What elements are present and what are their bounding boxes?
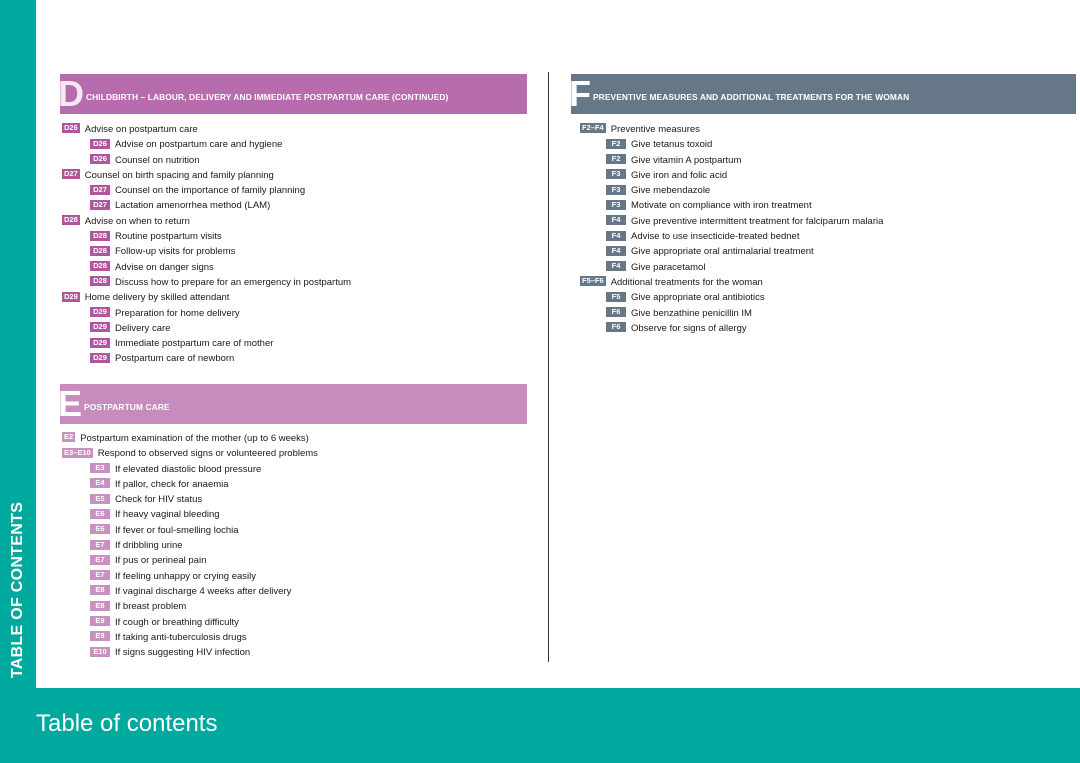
section-e-header: [60, 384, 527, 424]
section-e-list: [62, 431, 532, 660]
entry-text: If heavy vaginal bleeding: [115, 509, 220, 521]
toc-entry[interactable]: [580, 122, 1070, 137]
entry-text: If signs suggesting HIV infection: [115, 647, 251, 659]
toc-entry[interactable]: [580, 306, 1070, 321]
toc-entry[interactable]: [62, 446, 532, 461]
entry-text: Give mebendazole: [631, 185, 711, 197]
toc-entry[interactable]: [62, 306, 532, 321]
toc-entry[interactable]: [62, 198, 532, 213]
toc-entry[interactable]: [62, 214, 532, 229]
toc-entry[interactable]: [62, 630, 532, 645]
side-label: TABLE OF CONTENTS: [9, 501, 26, 679]
toc-entry[interactable]: [62, 615, 532, 630]
page-code: F3: [606, 169, 626, 179]
toc-entry[interactable]: [62, 351, 532, 366]
section-d-list: [62, 122, 532, 367]
page-code: F5–F6: [582, 276, 604, 286]
page-code: D28: [90, 231, 110, 241]
page-code: D26: [90, 139, 110, 149]
toc-entry[interactable]: [62, 462, 532, 477]
entry-text: Advise to use insecticide-treated bednet: [631, 231, 800, 243]
page-code: E8: [90, 601, 110, 611]
toc-entry[interactable]: [62, 336, 532, 351]
page-code: F4: [606, 246, 626, 256]
entry-text: Observe for signs of allergy: [631, 322, 747, 334]
page-code: D27: [90, 185, 110, 195]
page-code: E3–E10: [64, 447, 91, 457]
entry-text: Give paracetamol: [631, 261, 706, 273]
entry-text: Follow-up visits for problems: [115, 246, 236, 258]
toc-entry[interactable]: [62, 244, 532, 259]
page-code: E7: [90, 555, 110, 565]
entry-text: Give preventive intermittent treatment for falciparum malaria: [631, 215, 884, 227]
page-code: F3: [606, 200, 626, 210]
toc-entry[interactable]: [62, 168, 532, 183]
page-code: E7: [90, 570, 110, 580]
entry-text: Postpartum care of newborn: [115, 353, 235, 365]
entry-text: If elevated diastolic blood pressure: [115, 463, 262, 475]
entry-text: Preventive measures: [610, 124, 700, 135]
page-code: D28: [64, 215, 78, 225]
entry-text: Advise on postpartum care and hygiene: [115, 139, 283, 151]
page-code: E9: [90, 616, 110, 626]
section-d-title-suffix: (CONTINUED): [391, 92, 449, 102]
toc-entry[interactable]: [62, 538, 532, 553]
page-code: F3: [606, 185, 626, 195]
toc-entry[interactable]: [62, 321, 532, 336]
entry-text: Respond to observed signs or volunteered problems: [97, 448, 318, 460]
entry-text: Preparation for home delivery: [115, 307, 240, 319]
section-f-header: [571, 74, 1076, 114]
page-code: D29: [90, 307, 110, 317]
page-code: D29: [64, 291, 78, 301]
entry-text: Delivery care: [115, 322, 171, 334]
section-f-list: [580, 122, 1070, 336]
toc-entry[interactable]: [580, 168, 1070, 183]
entry-text: If breast problem: [115, 601, 187, 613]
entry-text: If cough or breathing difficulty: [115, 616, 239, 628]
page-code: F4: [606, 215, 626, 225]
page-code: E4: [90, 478, 110, 488]
section-e-title: POSTPARTUM CARE: [84, 402, 170, 412]
section-d-title: [86, 92, 448, 102]
toc-entry[interactable]: [62, 137, 532, 152]
entry-text: If dribbling urine: [115, 540, 183, 552]
page-code: D27: [90, 200, 110, 210]
toc-entry[interactable]: [580, 260, 1070, 275]
toc-entry[interactable]: [62, 507, 532, 522]
entry-text: If pus or perineal pain: [115, 555, 207, 567]
toc-entry[interactable]: [580, 183, 1070, 198]
entry-text: Counsel on birth spacing and family planning: [84, 169, 274, 181]
toc-entry[interactable]: [62, 290, 532, 305]
toc-entry[interactable]: [62, 477, 532, 492]
entry-text: If fever or foul-smelling lochia: [115, 524, 239, 536]
footer-bar: [0, 688, 1080, 763]
page-code: D28: [90, 246, 110, 256]
footer-title: Table of contents: [36, 710, 218, 737]
toc-entry[interactable]: [580, 153, 1070, 168]
entry-text: Give appropriate oral antibiotics: [631, 292, 765, 304]
toc-entry[interactable]: [62, 183, 532, 198]
entry-text: Discuss how to prepare for an emergency in postpartum: [115, 276, 352, 288]
toc-entry[interactable]: [62, 569, 532, 584]
entry-text: Immediate postpartum care of mother: [115, 338, 274, 350]
toc-entry[interactable]: [62, 492, 532, 507]
page-code: D28: [90, 276, 110, 286]
toc-entry[interactable]: [62, 584, 532, 599]
toc-entry[interactable]: [62, 645, 532, 660]
toc-entry[interactable]: [580, 229, 1070, 244]
entry-text: Give appropriate oral antimalarial treatment: [631, 246, 814, 258]
toc-entry[interactable]: [580, 198, 1070, 213]
entry-text: Counsel on the importance of family planning: [115, 185, 306, 197]
toc-entry[interactable]: [62, 523, 532, 538]
entry-text: Counsel on nutrition: [115, 154, 200, 166]
toc-entry[interactable]: [580, 137, 1070, 152]
page-code: F2: [606, 139, 626, 149]
page-code: D29: [90, 338, 110, 348]
entry-text: Lactation amenorrhea method (LAM): [115, 200, 271, 212]
entry-text: Check for HIV status: [115, 494, 203, 506]
section-d-letter: D: [58, 73, 84, 114]
section-f-letter: F: [569, 73, 591, 114]
page-code: F4: [606, 261, 626, 271]
entry-text: Postpartum examination of the mother (up to 6 weeks): [80, 433, 309, 444]
toc-entry[interactable]: [62, 553, 532, 568]
page-code: F4: [606, 231, 626, 241]
page-code: E7: [90, 540, 110, 550]
entry-text: Additional treatments for the woman: [610, 276, 763, 288]
toc-entry[interactable]: [62, 599, 532, 614]
section-d-header: [60, 74, 527, 114]
toc-entry[interactable]: [580, 214, 1070, 229]
page-code: E5: [90, 494, 110, 504]
page-code: D27: [64, 169, 78, 179]
toc-entry[interactable]: [580, 275, 1070, 290]
page-code: F5: [606, 292, 626, 302]
entry-text: Motivate on compliance with iron treatment: [631, 200, 812, 212]
toc-entry[interactable]: [62, 122, 532, 137]
section-e-letter: E: [58, 383, 83, 424]
entry-text: Home delivery by skilled attendant: [84, 292, 230, 304]
page-code: D28: [90, 261, 110, 271]
section-f-title: PREVENTIVE MEASURES AND ADDITIONAL TREATMENTS FOR THE WOMAN: [593, 92, 910, 102]
page-code: E2: [64, 432, 74, 442]
entry-text: If pallor, check for anaemia: [115, 478, 229, 490]
toc-entry[interactable]: [62, 275, 532, 290]
entry-text: Advise on when to return: [84, 215, 190, 227]
page-code: E8: [90, 585, 110, 595]
page-code: D26: [64, 123, 78, 133]
toc-entry[interactable]: [62, 229, 532, 244]
entry-text: Advise on postpartum care: [84, 124, 198, 135]
page-code: E6: [90, 524, 110, 534]
toc-entry[interactable]: [62, 153, 532, 168]
page-code: F6: [606, 322, 626, 332]
page-code: F2–F4: [582, 123, 604, 133]
page-code: F2: [606, 154, 626, 164]
page-code: F6: [606, 307, 626, 317]
page-code: D29: [90, 353, 110, 363]
page-code: E9: [90, 631, 110, 641]
entry-text: Give tetanus toxoid: [631, 139, 713, 151]
entry-text: Routine postpartum visits: [115, 231, 222, 243]
toc-entry[interactable]: [580, 321, 1070, 336]
entry-text: Give iron and folic acid: [631, 169, 728, 181]
entry-text: If vaginal discharge 4 weeks after delivery: [115, 585, 292, 597]
page-code: E6: [90, 509, 110, 519]
entry-text: Give benzathine penicillin IM: [631, 307, 752, 319]
page-code: D29: [90, 322, 110, 332]
page-code: E3: [90, 463, 110, 473]
side-strip: [0, 0, 36, 688]
entry-text: Give vitamin A postpartum: [631, 154, 742, 166]
toc-entry[interactable]: [580, 290, 1070, 305]
entry-text: Advise on danger signs: [115, 261, 214, 273]
page-code: D26: [90, 154, 110, 164]
toc-entry[interactable]: [62, 431, 532, 446]
entry-text: If taking anti-tuberculosis drugs: [115, 631, 247, 643]
section-d-title-text: CHILDBIRTH – LABOUR, DELIVERY AND IMMEDIATE POSTPARTUM CARE: [86, 92, 390, 102]
entry-text: If feeling unhappy or crying easily: [115, 570, 256, 582]
page-code: E10: [90, 647, 110, 657]
toc-entry[interactable]: [62, 260, 532, 275]
column-divider: [548, 72, 549, 662]
toc-entry[interactable]: [580, 244, 1070, 259]
